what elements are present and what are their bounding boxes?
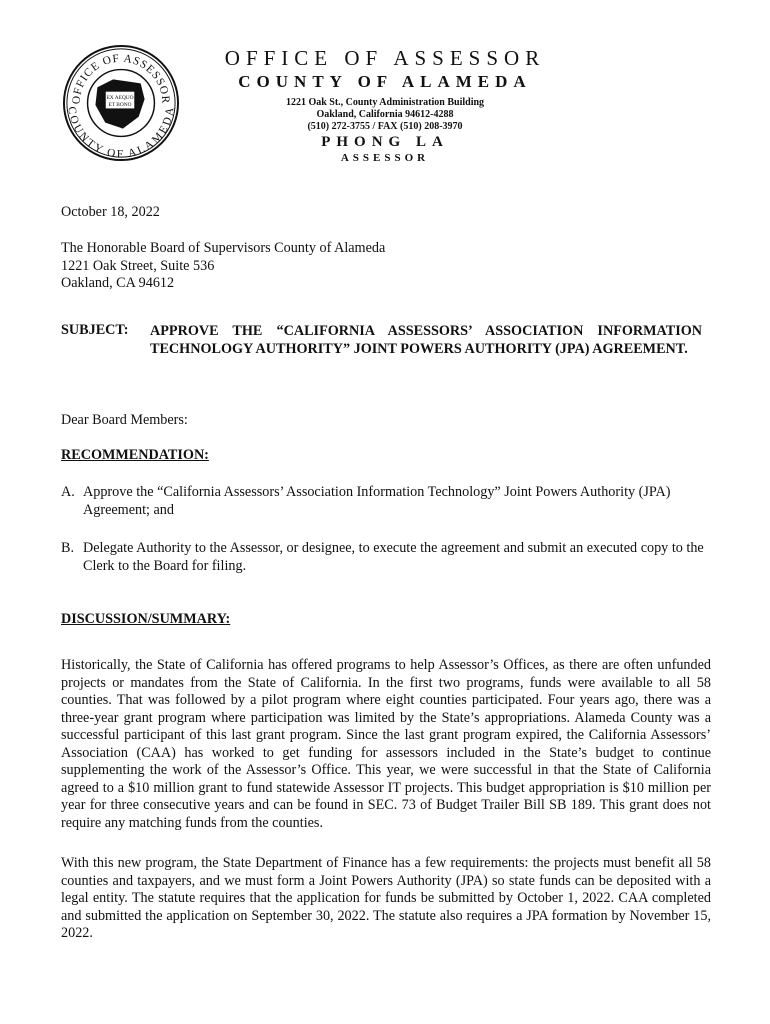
item-text: Approve the “California Assessors’ Association Information Technology” Joint Powers Authority (JPA) Agreement; and (83, 484, 671, 518)
svg-text:COUNTY OF ALAMEDA: COUNTY OF ALAMEDA (65, 105, 177, 161)
recipient-line: 1221 Oak Street, Suite 536 (61, 257, 215, 274)
recommendation-item (61, 483, 711, 519)
office-title: OFFICE OF ASSESSOR (224, 46, 546, 70)
county-seal-icon (62, 44, 180, 162)
recipient-line: The Honorable Board of Supervisors County of Alameda (61, 240, 386, 256)
item-text: Delegate Authority to the Assessor, or designee, to execute the agreement and submit an executed copy to the Clerk to the Board for filing. (83, 540, 704, 574)
svg-text:EX AEQUO: EX AEQUO (106, 95, 134, 102)
subject-label: SUBJECT: (61, 322, 129, 338)
discussion-heading: DISCUSSION/SUMMARY: (61, 611, 231, 627)
county-title: COUNTY OF ALAMEDA (238, 72, 532, 91)
svg-text:OFFICE OF ASSESSOR: OFFICE OF ASSESSOR (70, 52, 172, 105)
recommendation-heading: RECOMMENDATION: (61, 447, 209, 463)
salutation: Dear Board Members: (61, 412, 188, 428)
assessor-title: ASSESSOR (340, 152, 430, 164)
phone-fax: (510) 272-3755 / FAX (510) 208-3970 (307, 121, 463, 132)
item-label: A. (61, 484, 75, 500)
recipient-line: Oakland, CA 94612 (61, 275, 175, 291)
discussion-paragraph: Historically, the State of California has offered programs to help Assessor’s Offices, as there are often unfunded projects or mandates from the State of California. In the first two programs, funds were available to all 58 counties. That was followed by a pilot program where eight counties participated. Four years ago, there was a three-year grant program where participation was limited by the State’s appropriations. Alameda County was a successful participant of this last grant program. Since the last grant program expired, the California Assessors’ Association (CAA) has worked to get funding for assessors included in the State’s budget to continue supplementing the work of the Assessor’s Office. This year, we were successful in that the State of California agreed to a $10 million grant to fund statewide Assessor IT projects. This budget appropriation is $10 million per year for three consecutive years and can be found in SEC. 73 of Budget Trailer Bill SB 189. This grant does not require any matching funds from the counties. (61, 657, 711, 831)
discussion-paragraph: With this new program, the State Department of Finance has a few requirements: the projects must benefit all 58 counties and taxpayers, and we must form a Joint Powers Authority (JPA) so state funds can be deposited with a legal entity. The statute requires that the application for funds be submitted by October 1, 2022. CAA completed and submitted the application on September 30, 2022. The statute also requires a JPA formation by November 15, 2022. (61, 855, 711, 941)
address-line-1: 1221 Oak St., County Administration Building (285, 97, 485, 108)
address-line-2: Oakland, California 94612-4288 (316, 109, 454, 120)
assessor-name: PHONG LA (321, 134, 449, 150)
letter-date: October 18, 2022 (61, 204, 160, 220)
recipient-address (61, 240, 385, 293)
item-label: B. (61, 540, 75, 556)
svg-text:ET BONO: ET BONO (108, 101, 132, 108)
subject-text: APPROVE THE “CALIFORNIA ASSESSORS’ ASSOCIATION INFORMATION TECHNOLOGY AUTHORITY” JOINT POWERS AUTHORITY (JPA) AGREEMENT. (150, 323, 702, 357)
recommendation-item (61, 539, 711, 575)
